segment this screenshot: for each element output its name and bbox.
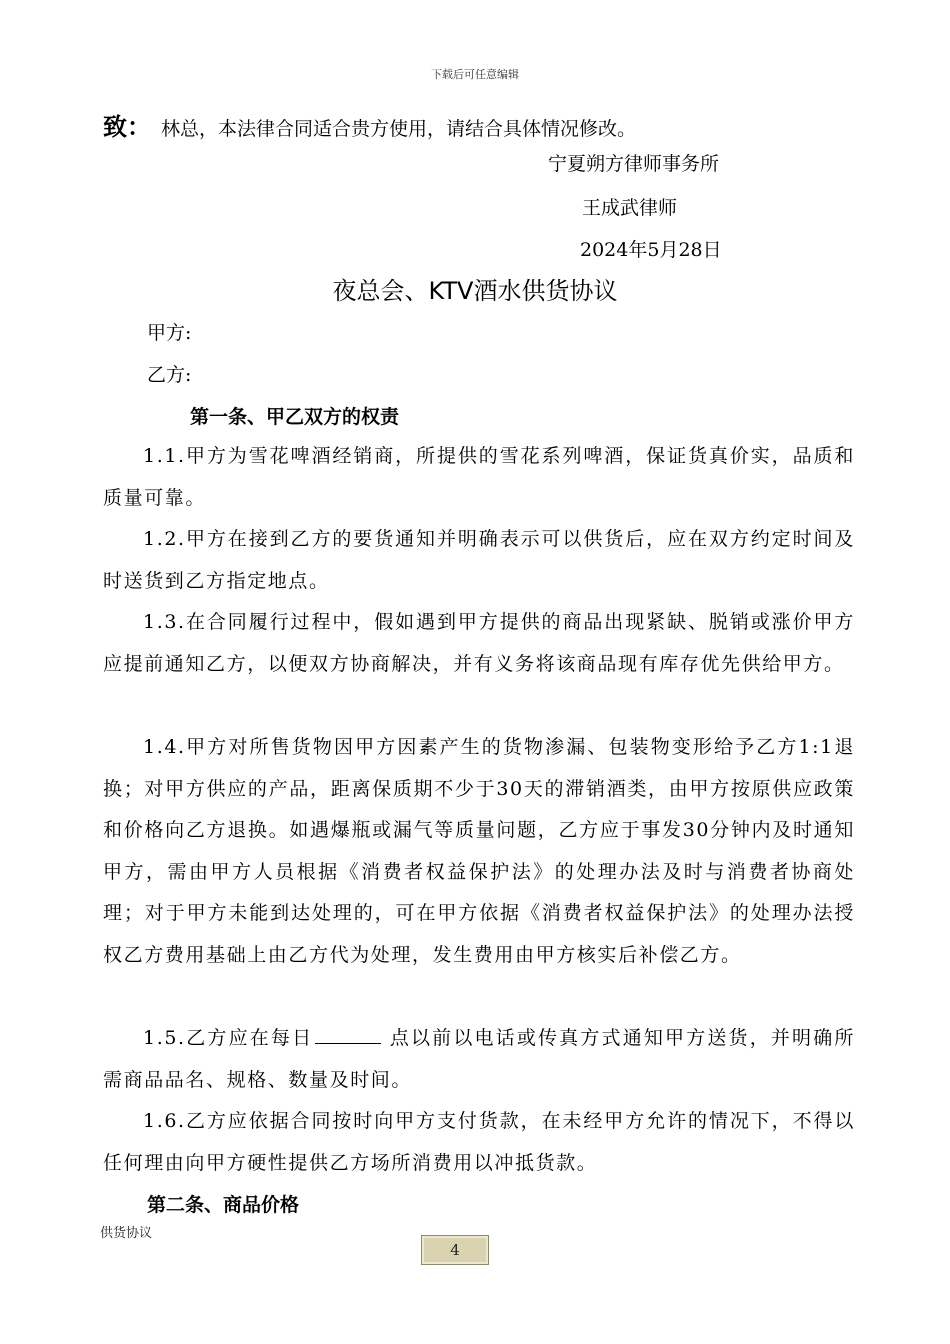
clause-1-1: 1.1.甲方为雪花啤酒经销商，所提供的雪花系列啤酒，保证货真价实，品质和质量可靠。	[103, 445, 855, 509]
party-a-label: 甲方:	[147, 322, 192, 344]
article-1-heading: 第一条、甲乙双方的权责	[190, 406, 400, 428]
clause-1-4: 1.4.甲方对所售货物因甲方因素产生的货物渗漏、包装物变形给予乙方1:1退换；对甲方供应的产品，距离保质期不少于30天的滞销酒类，由甲方按原供应政策和价格向乙方退换。如遇爆瓶或漏气等质量问题，乙方应于事发30分钟内及时通知甲方，需由甲方人员根据《消费者权益保护法》的处理办法及时与消费者协商处理；对于甲方未能到达处理的，可在甲方依据《消费者权益保护法》的处理办法授权乙方费用基础上由乙方代为处理，发生费用由甲方核实后补偿乙方。	[103, 736, 855, 966]
letter-to-label: 致：	[103, 113, 151, 141]
clause-1-5-before: 1.5.乙方应在每日	[143, 1027, 314, 1049]
letter-to-text: 林总，本法律合同适合贵方使用，请结合具体情况修改。	[161, 118, 637, 140]
law-firm-name: 宁夏朔方律师事务所	[548, 153, 720, 175]
hour-blank-line	[315, 1021, 381, 1044]
clause-1-5	[103, 1018, 855, 1101]
clause-1-2: 1.2.甲方在接到乙方的要货通知并明确表示可以供货后，应在双方约定时间及时送货到乙方指定地点。	[103, 528, 855, 592]
article-2-heading: 第二条、商品价格	[147, 1194, 300, 1216]
lawyer-name: 王成武律师	[582, 197, 678, 219]
clause-1-6: 1.6.乙方应依据合同按时向甲方支付货款，在未经甲方允许的情况下，不得以任何理由向甲方硬性提供乙方场所消费用以冲抵货款。	[103, 1110, 855, 1174]
letter-to-line	[103, 112, 863, 144]
document-title: 夜总会、KTV酒水供货协议	[332, 277, 618, 305]
clause-1-5-after: 点以前以电话或传真方式通知甲方送货，并明确所需商品品名、规格、数量及时间。	[103, 1027, 855, 1091]
clause-1-3: 1.3.在合同履行过程中，假如遇到甲方提供的商品出现紧缺、脱销或涨价甲方应提前通知乙方，以便双方协商解决，并有义务将该商品现有库存优先供给甲方。	[103, 611, 855, 675]
footer-label: 供货协议	[100, 1226, 153, 1241]
header-note: 下载后可任意编辑	[431, 68, 519, 81]
letter-date: 2024年5月28日	[580, 239, 722, 261]
page-number: 4	[421, 1235, 489, 1265]
party-b-label: 乙方:	[147, 364, 192, 386]
